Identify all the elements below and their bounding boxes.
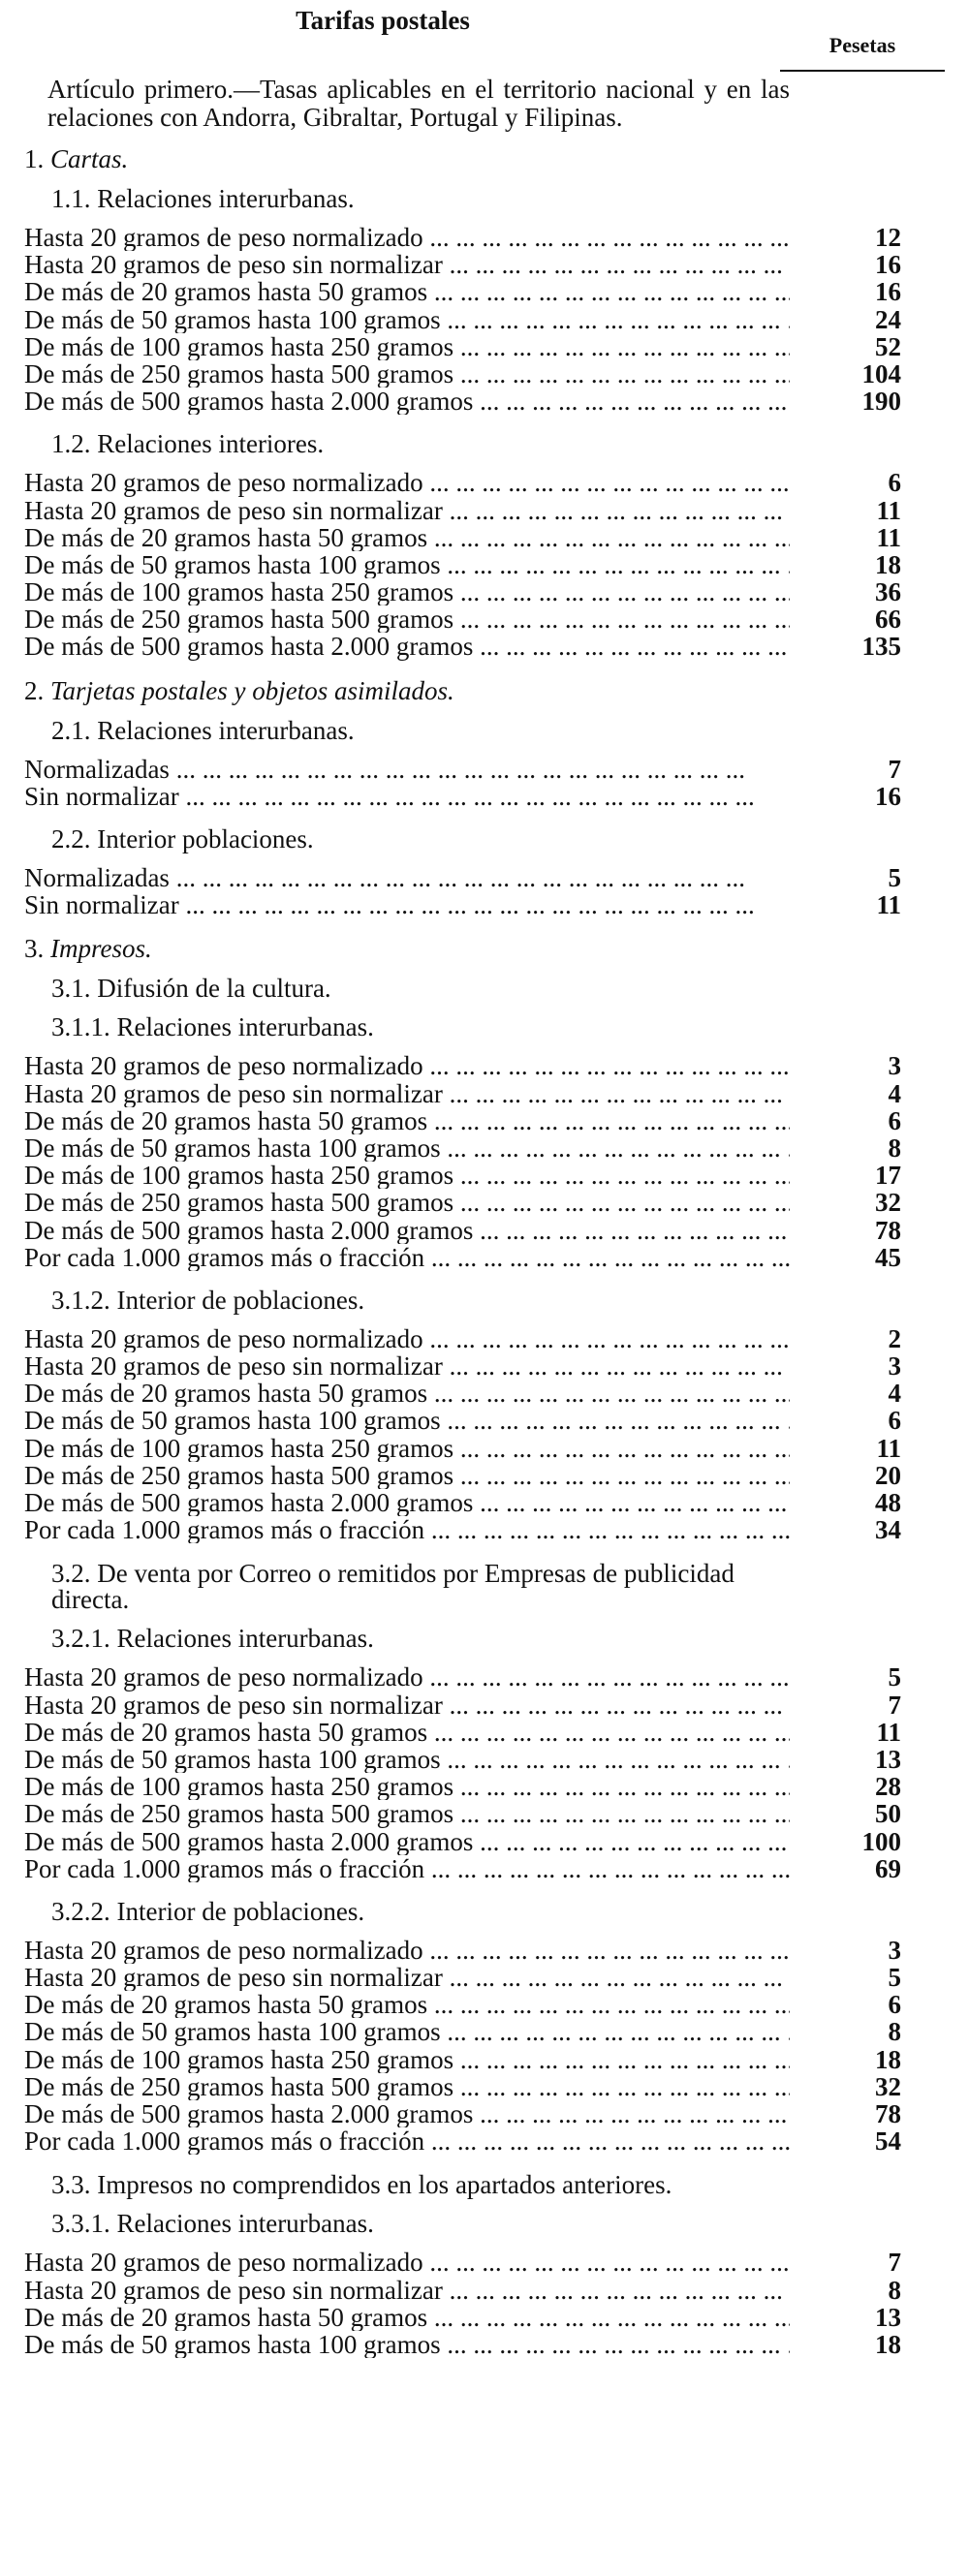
rate-value: 18 [875, 2329, 901, 2359]
rate-value: 6 [888, 1105, 901, 1135]
rate-row [24, 1663, 945, 1691]
rate-value: 2 [888, 1323, 901, 1353]
rate-value: 18 [875, 2044, 901, 2074]
rate-value: 8 [888, 2017, 901, 2047]
rate-row [24, 1489, 945, 1516]
rate-value: 13 [875, 1744, 901, 1774]
rate-label: Sin normalizar ... . [24, 891, 790, 918]
subsection-heading: 3.3. Impresos no comprendidos en los apartados anteriores. [51, 2170, 672, 2200]
section-impresos [24, 928, 945, 969]
rate-value: 16 [875, 277, 901, 307]
rate-table [24, 1658, 945, 1892]
rate-row [24, 1828, 945, 1855]
group-heading: 2.2. Interior poblaciones. [51, 824, 314, 853]
rate-label: De más de 50 gramos hasta 100 gramos ... . [24, 1134, 790, 1162]
rate-row [24, 333, 945, 360]
rate-row [24, 2046, 945, 2073]
rate-row [24, 1217, 945, 1244]
rate-label: Hasta 20 gramos de peso sin normalizar ... . [24, 1080, 790, 1107]
rate-label: Sin normalizar ... . [24, 783, 790, 810]
rate-label: Hasta 20 gramos de peso sin normalizar ... . [24, 1352, 790, 1380]
rate-value: 5 [888, 1963, 901, 1993]
rate-row [24, 1746, 945, 1773]
rate-table [24, 463, 945, 669]
rate-row [24, 864, 945, 891]
rate-value: 52 [875, 331, 901, 361]
rate-label: De más de 100 gramos hasta 250 gramos ... . [24, 1435, 790, 1462]
rate-label: De más de 100 gramos hasta 250 gramos ... . [24, 2046, 790, 2073]
rate-value: 78 [875, 1215, 901, 1245]
rate-value: 7 [888, 2248, 901, 2278]
rate-value: 3 [888, 1935, 901, 1965]
rate-value: 135 [861, 632, 901, 662]
rate-table [24, 2243, 945, 2368]
rate-label: Hasta 20 gramos de peso normalizado ... . [24, 1663, 790, 1691]
rate-label: Normalizadas ... . [24, 864, 790, 891]
rate-value: 11 [876, 1433, 901, 1463]
rate-label: De más de 20 gramos hasta 50 gramos ... . [24, 1380, 790, 1407]
rate-label: Por cada 1.000 gramos más o fracción ... . [24, 1244, 790, 1271]
rate-label: De más de 100 gramos hasta 250 gramos ... . [24, 1773, 790, 1800]
rate-value: 6 [888, 1990, 901, 2020]
rate-value: 11 [876, 522, 901, 552]
rate-row [24, 578, 945, 605]
rate-row [24, 1855, 945, 1882]
rate-label: De más de 250 gramos hasta 500 gramos ... . [24, 360, 790, 388]
rate-label: De más de 50 gramos hasta 100 gramos ... . [24, 2018, 790, 2045]
rate-value: 190 [861, 387, 901, 417]
rate-value: 78 [875, 2099, 901, 2128]
rate-value: 3 [888, 1051, 901, 1081]
rate-value: 8 [888, 2275, 901, 2305]
rate-label: Por cada 1.000 gramos más o fracción ... . [24, 1516, 790, 1543]
section-number: 2. [24, 675, 45, 705]
rate-table [24, 750, 945, 820]
rate-label: De más de 250 gramos hasta 500 gramos ... . [24, 2073, 790, 2100]
rate-row [24, 2100, 945, 2127]
rate-row [24, 2127, 945, 2155]
rate-value: 18 [875, 549, 901, 579]
document-page [24, 0, 945, 2576]
rate-value: 11 [876, 495, 901, 525]
group-heading: 1.2. Relaciones interiores. [51, 429, 325, 459]
rate-value: 20 [875, 1460, 901, 1490]
rate-row [24, 306, 945, 333]
rate-row [24, 497, 945, 524]
section-number: 1. [24, 144, 45, 173]
rate-row [24, 1407, 945, 1434]
group-heading: 1.1. Relaciones interurbanas. [51, 184, 355, 213]
rate-table [24, 1319, 945, 1554]
intro-paragraph: Artículo primero.—Tasas aplicables en el territorio nacional y en las relaciones con Andorra, Gibraltar, Portugal y Filipinas. [47, 75, 790, 132]
subsection-heading: 3.2. De venta por Correo o remitidos por Empresas de publicidad directa. [51, 1559, 735, 1615]
rate-row [24, 605, 945, 633]
rate-table [24, 858, 945, 928]
rate-label: Hasta 20 gramos de peso normalizado ... . [24, 469, 790, 496]
group-heading: 2.1. Relaciones interurbanas. [51, 715, 355, 745]
rate-label: De más de 100 gramos hasta 250 gramos ... . [24, 333, 790, 360]
rate-value: 17 [875, 1161, 901, 1191]
rate-value: 4 [888, 1078, 901, 1108]
rate-label: Hasta 20 gramos de peso normalizado ... . [24, 224, 790, 251]
rate-row [24, 1162, 945, 1189]
rate-label: Por cada 1.000 gramos más o fracción ... . [24, 1855, 790, 1882]
rate-label: De más de 250 gramos hasta 500 gramos ... . [24, 1462, 790, 1489]
rate-label: De más de 20 gramos hasta 50 gramos ... . [24, 278, 790, 305]
rate-value: 45 [875, 1242, 901, 1272]
group-heading: 3.1.2. Interior de poblaciones. [51, 1285, 365, 1315]
rate-value: 104 [861, 358, 901, 388]
section-title: Impresos. [50, 934, 152, 964]
rate-label: Hasta 20 gramos de peso sin normalizar ... . [24, 497, 790, 524]
rate-row [24, 2304, 945, 2331]
rate-row [24, 783, 945, 810]
rate-label: Normalizadas ... . [24, 756, 790, 783]
rate-table [24, 1046, 945, 1281]
rate-label: De más de 20 gramos hasta 50 gramos ... . [24, 1107, 790, 1134]
rate-value: 16 [875, 250, 901, 280]
rate-table [24, 218, 945, 424]
rate-row [24, 1380, 945, 1407]
page-title: Tarifas postales [296, 6, 470, 35]
rate-label: De más de 500 gramos hasta 2.000 gramos ... . [24, 1489, 790, 1516]
rate-label: De más de 20 gramos hasta 50 gramos ... . [24, 2304, 790, 2331]
rate-value: 66 [875, 605, 901, 635]
rate-value: 24 [875, 304, 901, 334]
rate-row [24, 1516, 945, 1543]
rate-label: Hasta 20 gramos de peso normalizado ... . [24, 1937, 790, 1964]
rate-value: 3 [888, 1351, 901, 1381]
section-title: Cartas. [50, 144, 129, 173]
rate-row [24, 1937, 945, 1964]
subsection-heading: 3.1. Difusión de la cultura. [51, 974, 331, 1004]
rate-row [24, 551, 945, 578]
rate-label: De más de 100 gramos hasta 250 gramos ... . [24, 1162, 790, 1189]
rate-label: De más de 20 gramos hasta 50 gramos ... . [24, 1719, 790, 1746]
rate-label: Por cada 1.000 gramos más o fracción ... . [24, 2127, 790, 2155]
rate-row [24, 2073, 945, 2100]
rate-row [24, 2277, 945, 2304]
rate-label: De más de 500 gramos hasta 2.000 gramos ... . [24, 388, 790, 415]
group-heading: 3.2.1. Relaciones interurbanas. [51, 1624, 374, 1654]
rate-row [24, 224, 945, 251]
rate-row [24, 1773, 945, 1800]
rate-label: Hasta 20 gramos de peso sin normalizar ... . [24, 2277, 790, 2304]
rate-value: 11 [876, 890, 901, 920]
rate-value: 12 [875, 223, 901, 252]
rate-row [24, 1325, 945, 1352]
rate-value: 11 [876, 1717, 901, 1747]
rate-row [24, 2249, 945, 2276]
section-cartas [24, 139, 945, 179]
rate-row [24, 278, 945, 305]
rate-value: 5 [888, 1662, 901, 1692]
rate-value: 16 [875, 781, 901, 811]
rate-value: 54 [875, 2126, 901, 2157]
section-tarjetas [24, 670, 945, 711]
rate-row [24, 1691, 945, 1719]
rate-row [24, 1435, 945, 1462]
rate-label: De más de 20 gramos hasta 50 gramos ... . [24, 1991, 790, 2018]
rate-label: Hasta 20 gramos de peso sin normalizar ... . [24, 251, 790, 278]
rate-row [24, 1352, 945, 1380]
rate-value: 5 [888, 863, 901, 892]
rate-row [24, 388, 945, 415]
rate-label: De más de 500 gramos hasta 2.000 gramos ... . [24, 1828, 790, 1855]
rate-value: 13 [875, 2302, 901, 2332]
rate-row [24, 1719, 945, 1746]
rate-value: 32 [875, 1188, 901, 1218]
rate-row [24, 1244, 945, 1271]
rate-label: Hasta 20 gramos de peso normalizado ... . [24, 1052, 790, 1079]
rate-label: De más de 250 gramos hasta 500 gramos ... . [24, 1189, 790, 1216]
section-number: 3. [24, 934, 45, 964]
column-header-pesetas: Pesetas [828, 33, 896, 57]
rate-label: De más de 250 gramos hasta 500 gramos ... . [24, 605, 790, 633]
rate-row [24, 2018, 945, 2045]
rate-row [24, 1991, 945, 2018]
rate-value: 6 [888, 468, 901, 498]
rate-row [24, 1134, 945, 1162]
rate-label: De más de 50 gramos hasta 100 gramos ... . [24, 551, 790, 578]
rate-value: 6 [888, 1406, 901, 1436]
rate-row [24, 251, 945, 278]
rate-label: De más de 100 gramos hasta 250 gramos ... . [24, 578, 790, 605]
rate-label: De más de 50 gramos hasta 100 gramos ... . [24, 2331, 790, 2358]
rate-label: Hasta 20 gramos de peso normalizado ... . [24, 2249, 790, 2276]
rate-row [24, 1800, 945, 1827]
rate-label: De más de 50 gramos hasta 100 gramos ... . [24, 1746, 790, 1773]
rate-value: 7 [888, 1690, 901, 1720]
rate-row [24, 2331, 945, 2358]
rate-label: De más de 500 gramos hasta 2.000 gramos ... . [24, 1217, 790, 1244]
rate-row [24, 633, 945, 660]
rate-label: De más de 50 gramos hasta 100 gramos ... . [24, 1407, 790, 1434]
section-title: Tarjetas postales y objetos asimilados. [50, 675, 454, 705]
rate-value: 28 [875, 1772, 901, 1802]
rate-row [24, 1080, 945, 1107]
group-heading: 3.2.2. Interior de poblaciones. [51, 1896, 365, 1926]
group-heading: 3.3.1. Relaciones interurbanas. [51, 2209, 374, 2239]
rate-label: Hasta 20 gramos de peso normalizado ... . [24, 1325, 790, 1352]
rate-label: Hasta 20 gramos de peso sin normalizar ... . [24, 1691, 790, 1719]
rate-row [24, 360, 945, 388]
rate-label: De más de 20 gramos hasta 50 gramos ... . [24, 524, 790, 551]
rate-value: 4 [888, 1379, 901, 1409]
rate-value: 100 [861, 1826, 901, 1856]
rate-table [24, 1931, 945, 2165]
rate-row [24, 1462, 945, 1489]
rate-value: 8 [888, 1133, 901, 1163]
rate-row [24, 1107, 945, 1134]
rate-row [24, 756, 945, 783]
rate-row [24, 469, 945, 496]
rate-label: De más de 500 gramos hasta 2.000 gramos ... . [24, 633, 790, 660]
rate-row [24, 1189, 945, 1216]
rate-label: De más de 50 gramos hasta 100 gramos ... . [24, 306, 790, 333]
rate-label: De más de 500 gramos hasta 2.000 gramos ... . [24, 2100, 790, 2127]
rate-row [24, 891, 945, 918]
rate-label: De más de 250 gramos hasta 500 gramos ... . [24, 1800, 790, 1827]
rate-value: 50 [875, 1799, 901, 1829]
rate-value: 32 [875, 2071, 901, 2101]
rate-row [24, 1964, 945, 1991]
rate-row [24, 1052, 945, 1079]
rate-label: Hasta 20 gramos de peso sin normalizar ... . [24, 1964, 790, 1991]
rate-value: 7 [888, 754, 901, 784]
rate-value: 69 [875, 1853, 901, 1883]
tariff-content [24, 70, 945, 2368]
rate-value: 34 [875, 1515, 901, 1545]
rate-row [24, 524, 945, 551]
rate-value: 36 [875, 577, 901, 607]
group-heading: 3.1.1. Relaciones interurbanas. [51, 1012, 374, 1042]
rate-value: 48 [875, 1488, 901, 1517]
